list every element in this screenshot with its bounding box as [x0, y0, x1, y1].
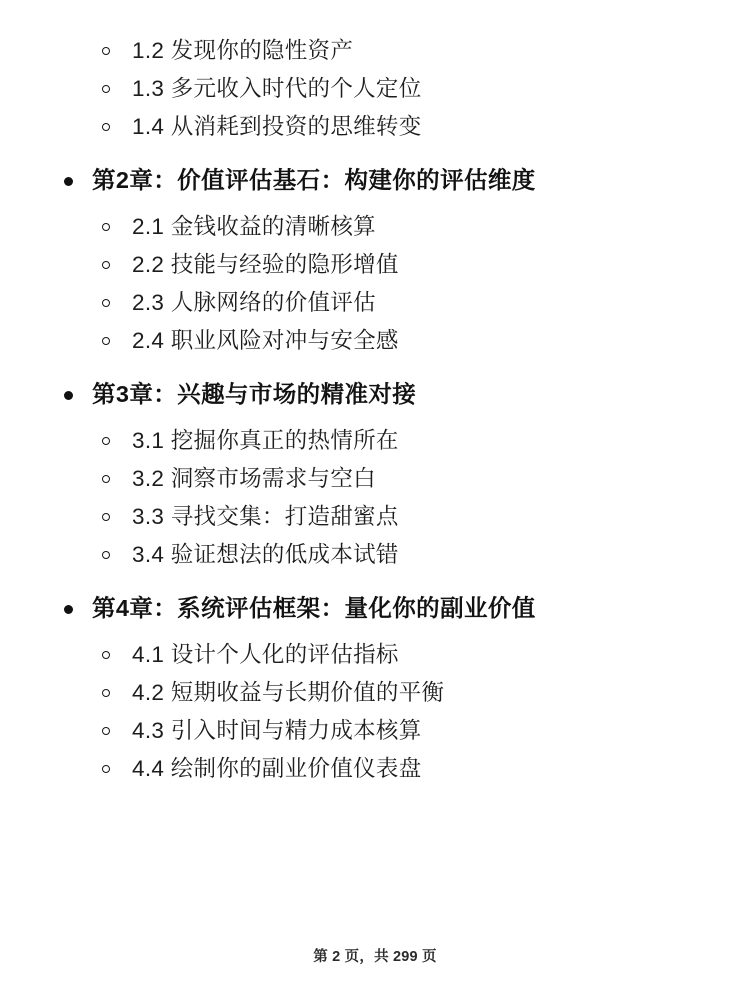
toc-top-sections	[56, 34, 694, 145]
toc-section-item[interactable]	[56, 286, 694, 320]
toc-chapter-group	[56, 591, 694, 787]
toc-chapter-label: 第4章：系统评估框架：量化你的副业价值	[92, 594, 536, 621]
toc-chapter-label: 第2章：价值评估基石：构建你的评估维度	[92, 166, 536, 193]
hollow-bullet-icon	[102, 85, 110, 93]
hollow-bullet-icon	[102, 727, 110, 735]
toc-section-item[interactable]	[56, 248, 694, 282]
hollow-bullet-icon	[102, 475, 110, 483]
toc-section-item[interactable]	[56, 324, 694, 358]
toc-section-item[interactable]	[56, 110, 694, 144]
toc-section-item[interactable]	[56, 500, 694, 534]
toc-section-item[interactable]	[56, 210, 694, 244]
toc-chapter-item[interactable]	[56, 163, 694, 198]
toc-chapter-label: 第3章：兴趣与市场的精准对接	[92, 380, 417, 407]
toc-section-item[interactable]	[56, 424, 694, 458]
hollow-bullet-icon	[102, 765, 110, 773]
toc-section-label: 2.2 技能与经验的隐形增值	[132, 252, 399, 277]
toc-section-label: 3.4 验证想法的低成本试错	[132, 542, 399, 568]
toc-chapter-item[interactable]	[56, 377, 694, 412]
toc-section-item[interactable]	[56, 34, 694, 68]
toc-section-item[interactable]	[56, 752, 694, 786]
hollow-bullet-icon	[102, 223, 110, 231]
toc-section-label: 2.1 金钱收益的清晰核算	[132, 213, 376, 239]
toc-section-label: 1.3 多元收入时代的个人定位	[132, 76, 422, 102]
hollow-bullet-icon	[102, 437, 110, 445]
toc-section-item[interactable]	[56, 462, 694, 496]
page-footer: 第 2 页，共 299 页	[313, 949, 437, 965]
toc-section-label: 3.2 洞察市场需求与空白	[132, 466, 376, 491]
toc-section-label: 2.4 职业风险对冲与安全感	[132, 328, 399, 354]
toc-section-label: 3.3 寻找交集：打造甜蜜点	[132, 504, 399, 530]
toc-section-label: 4.2 短期收益与长期价值的平衡	[132, 680, 445, 705]
toc-section-label: 4.4 绘制你的副业价值仪表盘	[132, 756, 422, 782]
hollow-bullet-icon	[102, 261, 110, 269]
hollow-bullet-icon	[102, 551, 110, 559]
filled-bullet-icon	[64, 391, 73, 400]
hollow-bullet-icon	[102, 651, 110, 659]
hollow-bullet-icon	[102, 47, 110, 55]
toc-chapter-group	[56, 163, 694, 359]
toc-section-item[interactable]	[56, 714, 694, 748]
hollow-bullet-icon	[102, 123, 110, 131]
hollow-bullet-icon	[102, 689, 110, 697]
toc-section-label: 4.3 引入时间与精力成本核算	[132, 718, 422, 744]
table-of-contents	[56, 34, 694, 787]
hollow-bullet-icon	[102, 513, 110, 521]
filled-bullet-icon	[64, 605, 73, 614]
toc-section-item[interactable]	[56, 676, 694, 710]
toc-chapter-item[interactable]	[56, 591, 694, 626]
toc-section-item[interactable]	[56, 72, 694, 106]
filled-bullet-icon	[64, 177, 73, 186]
toc-section-label: 4.1 设计个人化的评估指标	[132, 641, 399, 667]
toc-section-item[interactable]	[56, 538, 694, 572]
hollow-bullet-icon	[102, 337, 110, 345]
toc-section-label: 3.1 挖掘你真正的热情所在	[132, 427, 399, 453]
toc-section-label: 1.2 发现你的隐性资产	[132, 38, 354, 63]
toc-section-label: 2.3 人脉网络的价值评估	[132, 290, 376, 316]
hollow-bullet-icon	[102, 299, 110, 307]
toc-chapter-group	[56, 377, 694, 573]
toc-section-item[interactable]	[56, 638, 694, 672]
toc-section-label: 1.4 从消耗到投资的思维转变	[132, 114, 422, 140]
